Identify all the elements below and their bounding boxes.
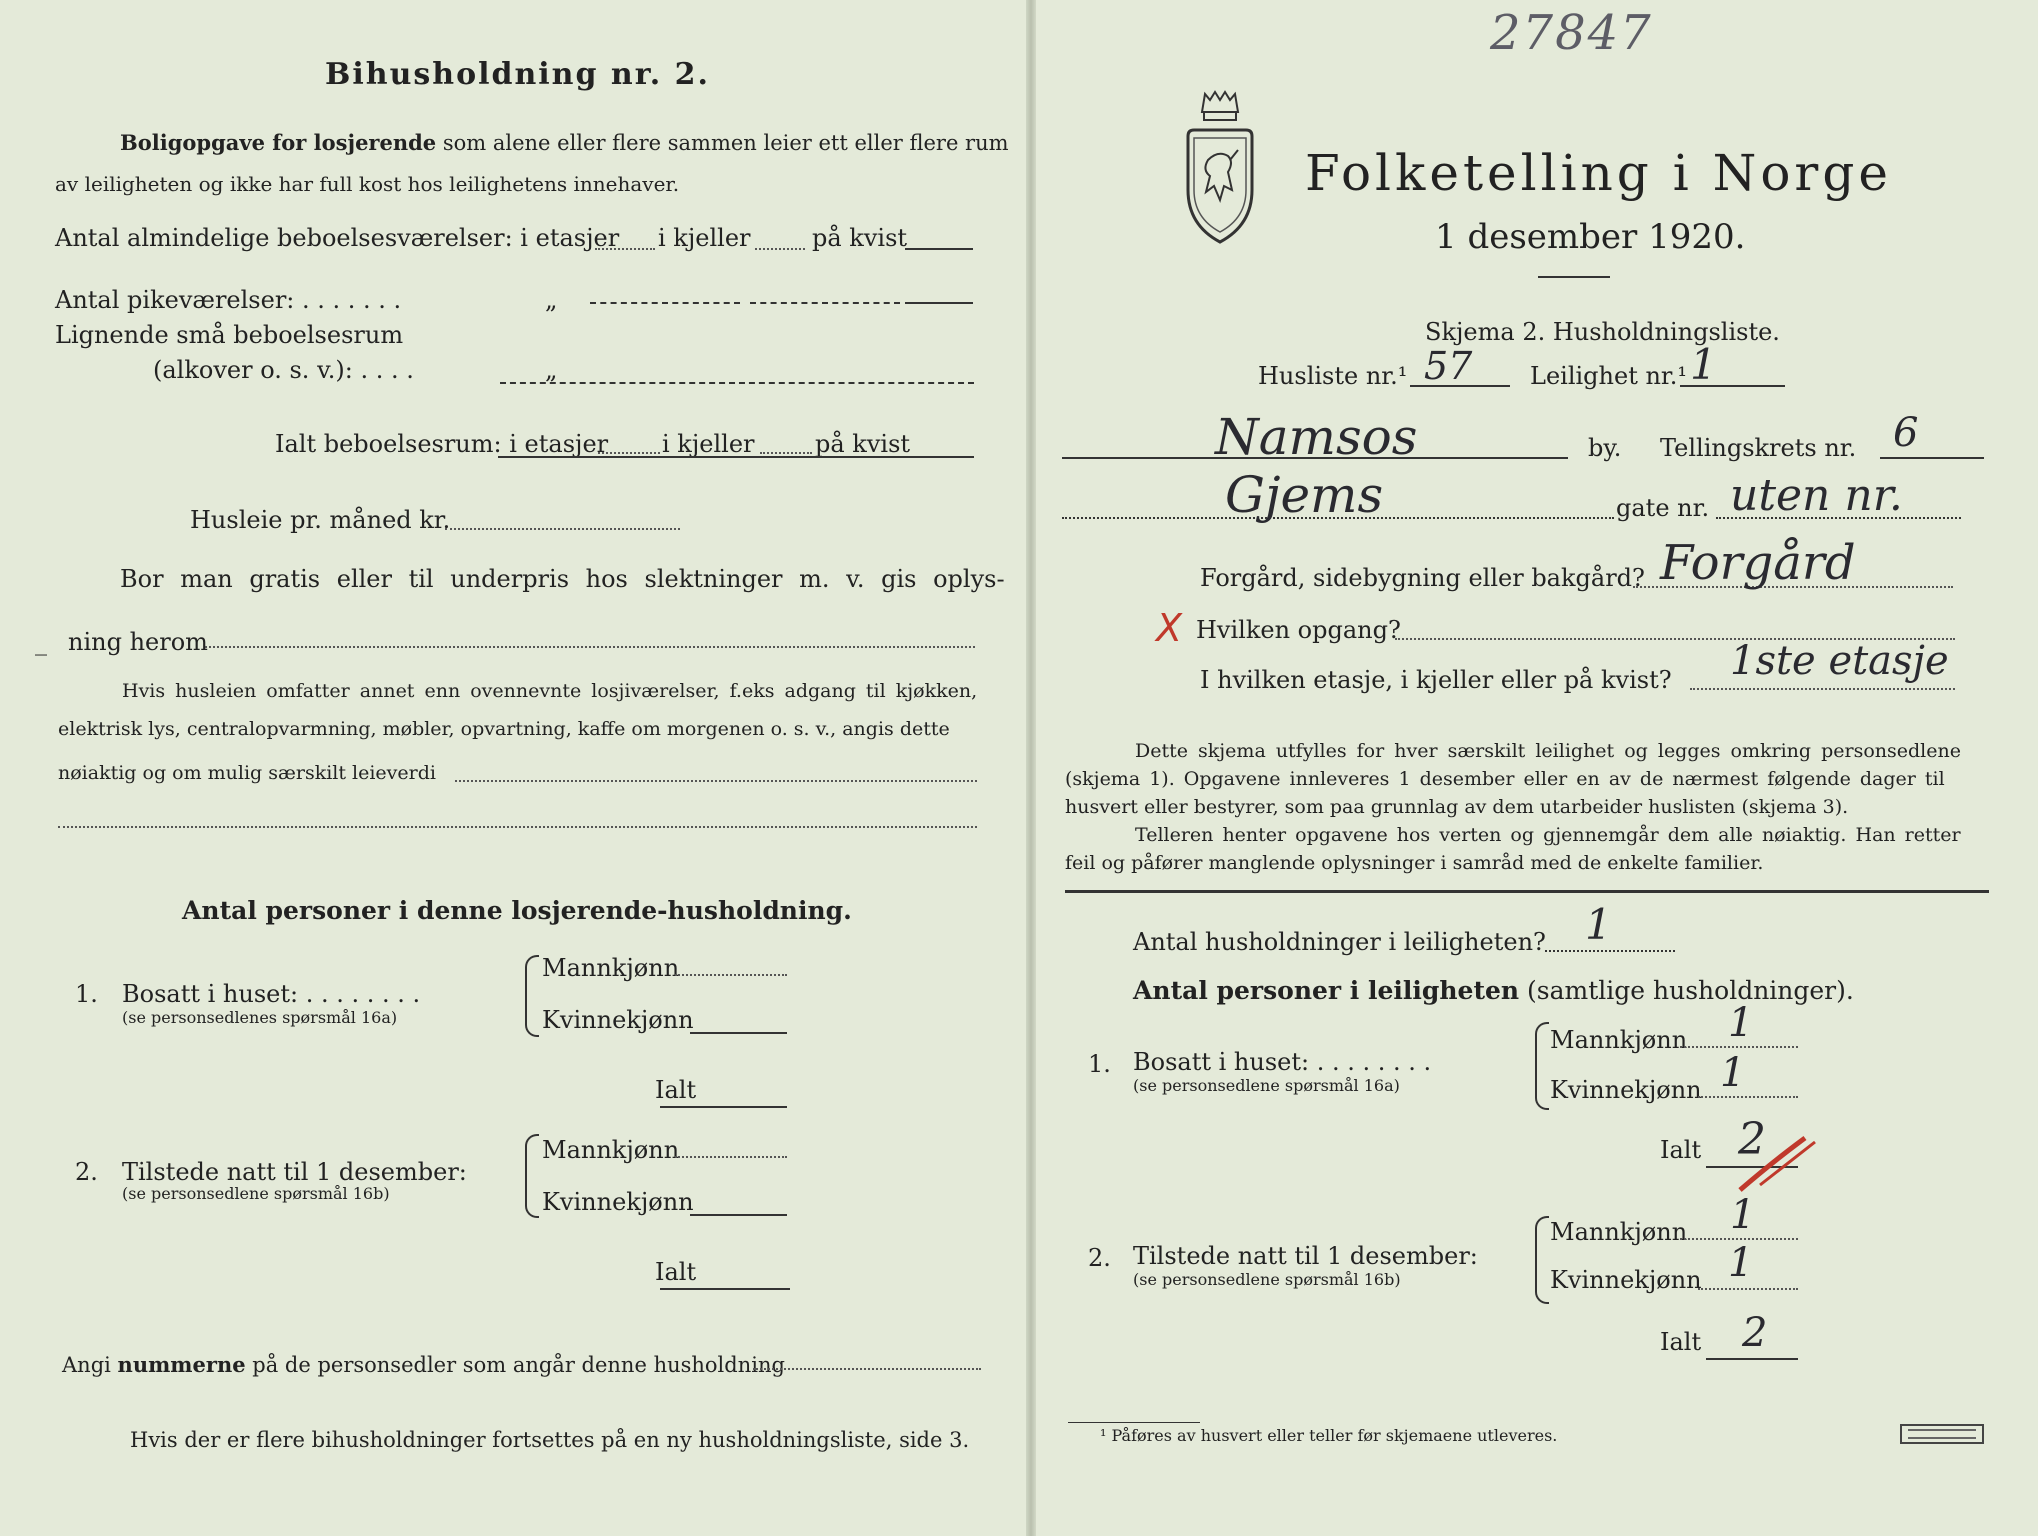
husholdninger-field[interactable] (1545, 950, 1675, 952)
left-q1-label: Bosatt i huset: . . . . . . . . (122, 980, 421, 1008)
left-q2-ialt-field[interactable] (660, 1288, 790, 1290)
intro-bold: Boligopgave for losjerende (120, 130, 437, 155)
ialt-rum-label: Ialt beboelsesrum: i etasjer (275, 430, 609, 458)
opgang-red-mark: X (1156, 606, 1183, 650)
right-q2-sub: (se personsedlene spørsmål 16b) (1133, 1270, 1401, 1289)
husliste-value: 57 (1424, 344, 1473, 388)
left-q2-sub: (se personsedlene spørsmål 16b) (122, 1184, 390, 1203)
opgang-label: Hvilken opgang? (1196, 616, 1401, 644)
gate-value: Gjems (1225, 466, 1384, 524)
forgaard-value: Forgård (1660, 535, 1856, 591)
form-date: 1 desember 1920. (1435, 217, 1746, 257)
left-q2-kvinne-field[interactable] (690, 1214, 787, 1216)
left-title: Bihusholdning nr. 2. (325, 57, 710, 92)
etasje-field[interactable] (1690, 688, 1955, 690)
leilighet-label: Leilighet nr.¹ (1530, 362, 1688, 390)
footnote-rule (1068, 1422, 1200, 1423)
left-q1-number: 1. (75, 980, 98, 1008)
pike-kjeller-field[interactable] (750, 302, 900, 304)
tellingskrets-value: 6 (1893, 410, 1919, 456)
gratis-line-2: ning herom (68, 628, 208, 656)
gratis-line-1: Bor man gratis eller til underpris hos slektninger m. v. gis oplys- (120, 565, 1005, 593)
by-label: by. (1588, 434, 1622, 462)
lignende-label-2: (alkover o. s. v.): . . . . (153, 356, 414, 384)
forgaard-label: Forgård, sidebygning eller bakgård? (1200, 564, 1645, 592)
tellingskrets-label: Tellingskrets nr. (1660, 434, 1857, 462)
left-q2-label: Tilstede natt til 1 desember: (122, 1158, 467, 1186)
right-q2-kvinne-field[interactable] (1698, 1288, 1798, 1290)
leieverdi-field-2[interactable] (58, 826, 977, 828)
right-persons-heading-rest: (samtlige husholdninger). (1527, 976, 1854, 1005)
instr-line-4: Telleren henter opgavene hos verten og gjennemgår dem alle nøiaktig. Han retter (1135, 824, 1961, 846)
angi-field[interactable] (753, 1368, 981, 1370)
lignende-label-1: Lignende små beboelsesrum (55, 321, 404, 349)
rooms-etasjer-field[interactable] (595, 248, 655, 250)
gate-nr-value: uten nr. (1730, 470, 1903, 521)
rooms-kjeller-label: i kjeller (658, 224, 751, 252)
left-q2-brace (525, 1134, 539, 1218)
footnote: ¹ Påføres av husvert eller teller før skjemaene utleveres. (1100, 1426, 1558, 1445)
lignende-field[interactable] (500, 382, 974, 384)
page-fold (1026, 0, 1036, 1536)
left-q2-number: 2. (75, 1158, 98, 1186)
instr-rule (1065, 890, 1989, 893)
husliste-label: Husliste nr.¹ (1258, 362, 1408, 390)
husleie-label: Husleie pr. måned kr. (190, 506, 451, 534)
rooms-kjeller-field[interactable] (755, 248, 805, 250)
right-q2-mann-label: Mannkjønn (1550, 1218, 1688, 1246)
right-q2-number: 2. (1088, 1244, 1111, 1272)
husleie-field[interactable] (445, 528, 680, 530)
right-q1-label: Bosatt i huset: . . . . . . . . (1133, 1048, 1432, 1076)
right-q1-number: 1. (1088, 1050, 1111, 1078)
left-q2-mann-label: Mannkjønn (542, 1136, 680, 1164)
leieverdi-field[interactable] (455, 780, 977, 782)
intro-line-1 (120, 132, 1009, 154)
right-q2-ialt-field[interactable] (1706, 1358, 1798, 1360)
rooms-label: Antal almindelige beboelsesværelser: i etasjer (55, 224, 620, 252)
angi-line (62, 1354, 785, 1376)
right-q1-kvinne-field[interactable] (1698, 1096, 1798, 1098)
left-q1-ialt-field[interactable] (660, 1106, 787, 1108)
ialt-rum-kjeller-label: i kjeller (662, 430, 755, 458)
right-q2-label: Tilstede natt til 1 desember: (1133, 1242, 1478, 1270)
form-title: Folketelling i Norge (1305, 144, 1892, 202)
ialt-rum-kjeller-field[interactable] (760, 452, 812, 454)
instr-line-2: (skjema 1). Opgavene innleveres 1 desember eller en av de nærmest følgende dager til (1065, 768, 1945, 790)
ialt-rum-underline (498, 456, 974, 458)
angi-rest: på de personsedler som angår denne husholdning (252, 1353, 785, 1377)
archive-number: 27847 (1490, 5, 1653, 61)
pike-etasjer-field[interactable] (590, 302, 740, 304)
rooms-kvist-field[interactable] (905, 248, 973, 250)
left-persons-heading: Antal personer i denne losjerende-husholdning. (182, 896, 852, 925)
right-q2-brace (1535, 1216, 1549, 1304)
red-correction-mark (1735, 1130, 1835, 1200)
etasje-value: 1ste etasje (1730, 638, 1949, 684)
intro-rest: som alene eller flere sammen leier ett eller flere rum (442, 131, 1009, 155)
gate-label: gate nr. (1616, 494, 1710, 522)
right-q1-mann-value: 1 (1728, 1000, 1754, 1046)
left-q1-mann-field[interactable] (675, 974, 787, 976)
pike-label: Antal pikeværelser: . . . . . . . (55, 286, 402, 314)
skjema-label: Skjema 2. Husholdningsliste. (1425, 318, 1780, 346)
instr-line-1: Dette skjema utfylles for hver særskilt leilighet og legges omkring personsedlene (1135, 740, 1961, 762)
husholdninger-value: 1 (1585, 900, 1612, 949)
intro-line-2: av leiligheten og ikke har full kost hos leilighetens innehaver. (55, 172, 680, 196)
gratis-dash: _ (35, 628, 47, 656)
right-q1-mann-label: Mannkjønn (1550, 1026, 1688, 1054)
coat-of-arms-icon (1180, 90, 1260, 250)
instr-line-3: husvert eller bestyrer, som paa grunnlag av dem utarbeider huslisten (skjema 3). (1065, 796, 1849, 818)
angi-pre: Angi (62, 1353, 111, 1377)
husholdninger-label: Antal husholdninger i leiligheten? (1133, 928, 1546, 956)
note-line-1: Hvis husleien omfatter annet enn ovennevnte losjiværelser, f.eks adgang til kjøkken, (122, 680, 978, 702)
right-q1-brace (1535, 1022, 1549, 1110)
left-q2-mann-field[interactable] (675, 1156, 787, 1158)
left-q1-sub: (se personsedlenes spørsmål 16a) (122, 1008, 398, 1027)
instr-line-5: feil og påfører manglende oplysninger i samråd med de enkelte familier. (1065, 852, 1764, 874)
note-line-2: elektrisk lys, centralopvarmning, møbler, opvartning, kaffe om morgenen o. s. v., angis dette (58, 718, 950, 740)
ialt-rum-kvist-label: på kvist (815, 430, 911, 458)
pike-kvist-field[interactable] (905, 302, 973, 304)
right-q1-mann-field[interactable] (1680, 1046, 1798, 1048)
note-line-3: nøiaktig og om mulig særskilt leieverdi (58, 762, 436, 784)
flere-note: Hvis der er flere bihusholdninger fortsettes på en ny husholdningsliste, side 3. (130, 1428, 970, 1452)
right-q2-ialt-value: 2 (1742, 1310, 1768, 1356)
left-q1-kvinne-field[interactable] (690, 1032, 787, 1034)
left-q1-kvinne-label: Kvinnekjønn (542, 1006, 694, 1034)
left-q2-kvinne-label: Kvinnekjønn (542, 1188, 694, 1216)
right-q2-kvinne-label: Kvinnekjønn (1550, 1266, 1702, 1294)
right-q1-kvinne-label: Kvinnekjønn (1550, 1076, 1702, 1104)
tellingskrets-field[interactable] (1880, 457, 1984, 459)
left-q1-brace (525, 955, 539, 1037)
title-rule (1538, 276, 1610, 278)
gratis-field[interactable] (205, 646, 975, 648)
pike-ditto: „ (545, 286, 558, 314)
etasje-label: I hvilken etasje, i kjeller eller på kvist? (1200, 666, 1672, 694)
ialt-rum-etasjer-field[interactable] (598, 452, 660, 454)
right-q2-mann-value: 1 (1730, 1192, 1756, 1238)
right-q1-ialt-label: Ialt (1660, 1136, 1702, 1164)
lignende-ditto: „ (545, 356, 558, 384)
leilighet-value: 1 (1690, 340, 1717, 389)
by-value: Namsos (1215, 408, 1418, 466)
right-q2-kvinne-value: 1 (1728, 1240, 1754, 1286)
rooms-kvist-label: på kvist (812, 224, 908, 252)
left-q2-ialt-label: Ialt (655, 1258, 697, 1286)
right-persons-heading-bold: Antal personer i leiligheten (1133, 976, 1520, 1005)
right-q1-sub: (se personsedlene spørsmål 16a) (1133, 1076, 1400, 1095)
right-q2-ialt-label: Ialt (1660, 1328, 1702, 1356)
left-q1-mann-label: Mannkjønn (542, 954, 680, 982)
printer-stamp (1900, 1424, 1984, 1444)
left-q1-ialt-label: Ialt (655, 1076, 697, 1104)
right-q1-ialt-value: 2 (1738, 1114, 1766, 1165)
right-q1-kvinne-value: 1 (1720, 1050, 1746, 1096)
angi-bold: nummerne (117, 1352, 246, 1377)
